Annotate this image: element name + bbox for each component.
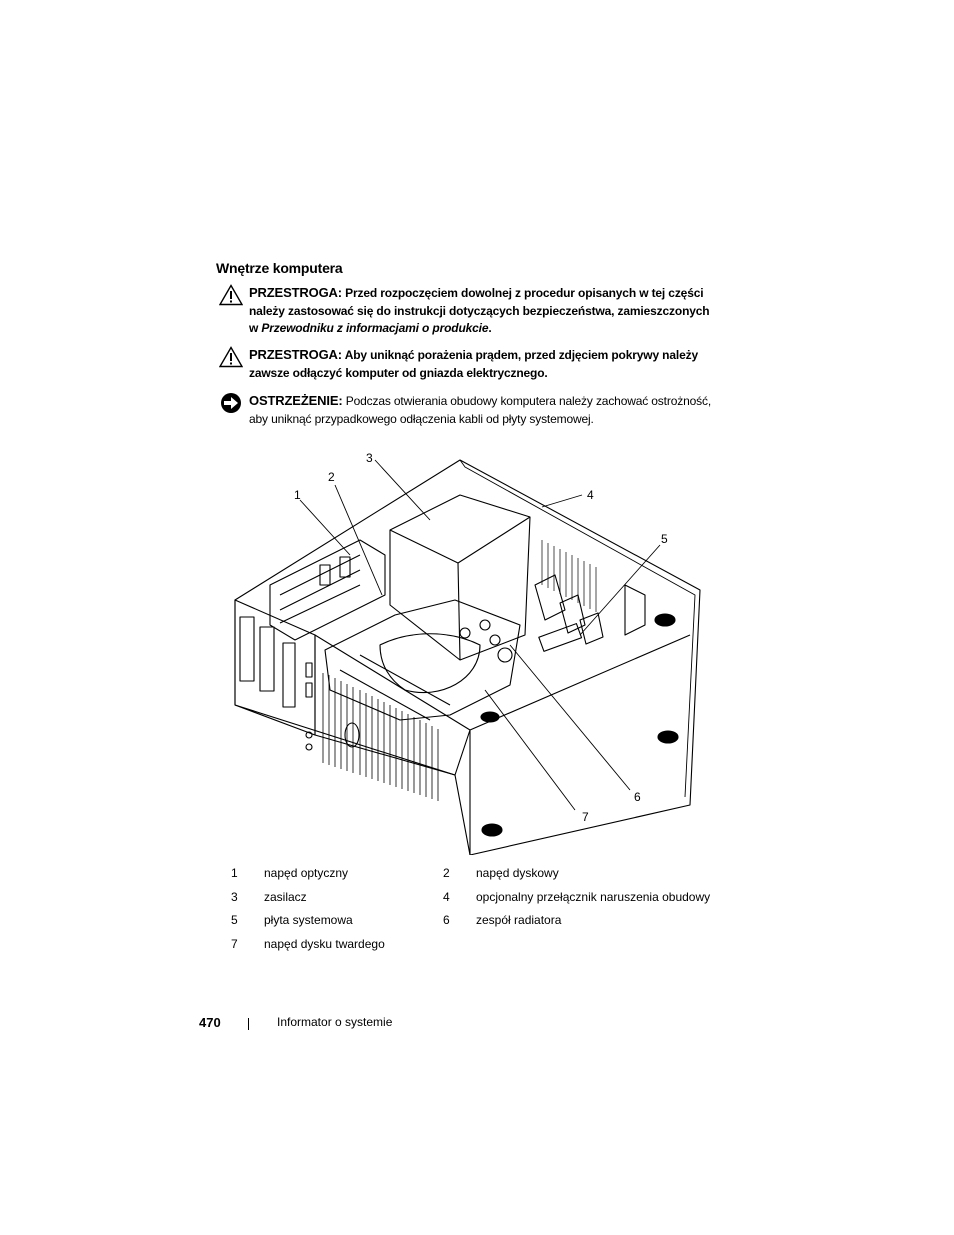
callout-4: 4 xyxy=(587,488,594,502)
page-footer xyxy=(0,1015,954,1035)
legend-label: płyta systemowa xyxy=(264,913,353,927)
callout-7: 7 xyxy=(582,810,589,824)
footer-doc-title: Informator o systemie xyxy=(277,1015,393,1029)
callout-6: 6 xyxy=(634,790,641,804)
legend-label: zespół radiatora xyxy=(476,913,562,927)
legend-number: 5 xyxy=(231,913,238,927)
footer-separator xyxy=(248,1018,249,1030)
caution-2-text xyxy=(249,346,719,382)
legend-number: 7 xyxy=(231,936,238,951)
legend-label: napęd optyczny xyxy=(264,866,349,880)
caution-text: Aby uniknąć porażenia prądem, przed zdjęciem pokrywy należy zawsze odłączyć komputer od gniazda elektrycznego. xyxy=(249,348,698,380)
caution-1-text xyxy=(249,284,719,338)
warning-triangle-icon xyxy=(219,284,243,306)
caution-label: PRZESTROGA: xyxy=(249,285,342,300)
legend-number: 1 xyxy=(231,866,238,880)
callout-1: 1 xyxy=(294,488,301,502)
callout-2: 2 xyxy=(328,470,335,484)
legend-label: napęd dyskowy xyxy=(476,866,559,880)
legend-number: 2 xyxy=(443,866,450,880)
legend-label: napęd dysku twardego xyxy=(264,936,385,951)
caution-label: PRZESTROGA: xyxy=(249,347,342,362)
warning-triangle-icon xyxy=(219,346,243,368)
figure-legend xyxy=(228,866,728,960)
computer-interior-illustration xyxy=(220,445,720,855)
legend-label: opcjonalny przełącznik naruszenia obudowy xyxy=(476,889,711,904)
legend-number: 6 xyxy=(443,913,450,927)
caution-text-italic: Przewodniku z informacjami o produkcie xyxy=(261,321,489,335)
caution-text: Przed rozpoczęciem dowolnej z procedur opisanych w tej części należy zastosować się do instrukcji dotyczących bezpieczeństwa, zamieszczonych w xyxy=(249,286,710,335)
legend-number: 4 xyxy=(443,889,450,904)
caution-text: . xyxy=(488,321,492,335)
legend-row xyxy=(228,913,728,937)
callout-3: 3 xyxy=(366,451,373,465)
legend-number: 3 xyxy=(231,889,238,904)
heat-sink xyxy=(325,600,520,720)
notice-arrow-icon xyxy=(219,392,243,414)
notice-body: Podczas otwierania obudowy komputera należy zachować ostrożność, aby uniknąć przypadkowego odłączenia kabli od płyty systemowej. xyxy=(249,394,711,426)
page-title: Wnętrze komputera xyxy=(216,260,343,276)
legend-label: zasilacz xyxy=(264,889,307,904)
callout-5: 5 xyxy=(661,532,668,546)
notice-text xyxy=(249,392,719,428)
legend-row xyxy=(228,866,728,890)
notice-label: OSTRZEŻENIE: xyxy=(249,393,343,408)
page-number: 470 xyxy=(199,1015,221,1030)
legend-row xyxy=(228,937,728,961)
legend-row xyxy=(228,890,728,914)
